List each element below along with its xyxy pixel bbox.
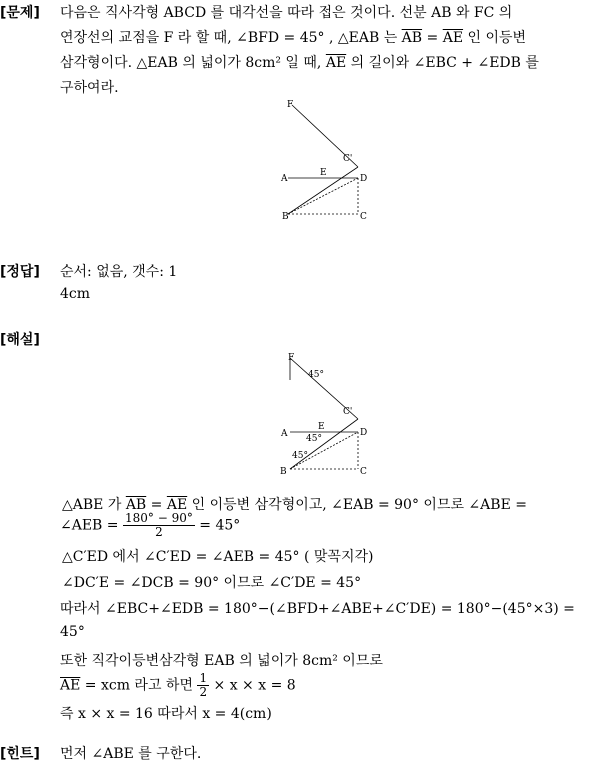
fraction: $\frac{180^\circ - 90^\circ}{2}$	[124, 511, 193, 539]
angle-label-bot: 45°	[292, 451, 308, 461]
answer-line-2: 4cm	[60, 286, 91, 302]
label-c: C	[360, 467, 367, 477]
angle-label-mid: 45°	[306, 434, 322, 444]
problem-line-3: 삼각형이다. △EAB 의 넓이가 8cm² 일 때, $\overline{AE}$ 의 길이와 ∠EBC + ∠EDB 를	[60, 55, 539, 71]
angle-label-top: 45°	[308, 370, 324, 380]
diagonal-b-d	[288, 178, 358, 214]
explanation-line-1: △ABE 가 $\overline{AB} = \overline{AE}$ 인 이등변 삼각형이고, ∠EAB = 90° 이므로 ∠ABE =	[62, 497, 527, 513]
explanation-line-5: 따라서 ∠EBC+∠EDB = 180°−(∠BFD+∠ABE+∠C′DE) = 180°−(45°×3) =	[60, 601, 575, 617]
explanation-line-9: 즉 x × x = 16 따라서 x = 4(cm)	[60, 706, 272, 722]
explanation-line-7: 또한 직각이등변삼각형 EAB 의 넓이가 8cm² 이므로	[60, 653, 383, 669]
explanation-label: [해설]	[0, 332, 40, 348]
folding-figure-1	[270, 95, 380, 225]
problem-line-4: 구하여라.	[60, 80, 119, 96]
label-c: C	[360, 212, 367, 222]
label-d: D	[360, 174, 368, 184]
explanation-line-3: △C′ED 에서 ∠C′ED = ∠AEB = 45° ( 맞꼭지각)	[62, 549, 374, 565]
label-c-prime: C'	[343, 154, 353, 164]
label-f: F	[288, 353, 295, 363]
label-e: E	[320, 168, 327, 178]
problem-label: [문제]	[0, 5, 40, 21]
label-f: F	[287, 100, 294, 110]
folding-figure-2	[278, 350, 388, 480]
label-a: A	[281, 429, 288, 439]
problem-line-1: 다음은 직사각형 ABCD 를 대각선을 따라 접은 것이다. 선분 AB 와 FC 의	[60, 5, 513, 21]
answer-label: [정답]	[0, 264, 40, 280]
label-e: E	[318, 422, 325, 432]
label-b: B	[282, 212, 289, 222]
explanation-line-2: ∠AEB = $\frac{180^\circ - 90^\circ}{2}$ = 45°	[60, 511, 241, 539]
label-b: B	[280, 467, 287, 477]
explanation-line-6: 45°	[60, 624, 85, 640]
label-c-prime: C'	[343, 407, 353, 417]
problem-line-2: 연장선의 교점을 F 라 할 때, ∠BFD = 45° , △EAB 는 $\overline{AB} = \overline{AE}$ 인 이등변	[60, 30, 527, 46]
label-d: D	[360, 428, 368, 438]
explanation-line-4: ∠DC′E = ∠DCB = 90° 이므로 ∠C′DE = 45°	[62, 575, 362, 591]
fraction-half: $\frac{1}{2}$	[199, 671, 208, 699]
explanation-line-8: $\overline{AE}$ = xcm 라고 하면 $\frac{1}{2}$ × x × x = 8	[60, 671, 296, 699]
hint-text: 먼저 ∠ABE 를 구한다.	[60, 746, 202, 762]
hint-label: [힌트]	[0, 746, 40, 762]
label-a: A	[281, 174, 288, 184]
answer-line-1: 순서: 없음, 갯수: 1	[60, 264, 178, 280]
